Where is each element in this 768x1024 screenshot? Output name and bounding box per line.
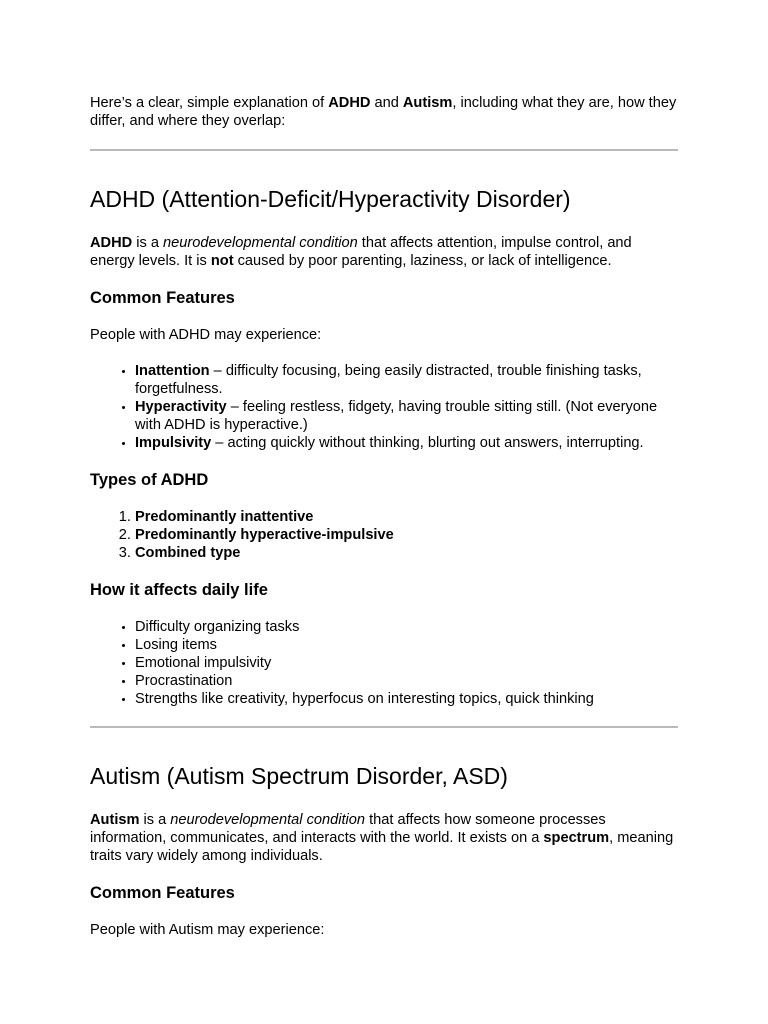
autism-def-bold: Autism: [90, 812, 140, 828]
autism-title: Autism (Autism Spectrum Disorder, ASD): [90, 763, 508, 789]
adhd-def-text: is a: [132, 235, 163, 251]
list-item: [135, 434, 678, 452]
autism-def-italic: neurodevelopmental condition: [170, 812, 366, 828]
adhd-types-heading: Types of ADHD: [90, 471, 209, 489]
section-divider: [90, 726, 678, 728]
autism-def-spectrum-bold: spectrum: [543, 830, 610, 846]
adhd-daily-list: [90, 618, 678, 708]
section-divider: [90, 149, 678, 151]
intro-autism-bold: Autism: [402, 95, 453, 111]
list-item: • Emotional impulsivity: [135, 654, 678, 672]
adhd-features-intro: People with ADHD may experience:: [90, 327, 322, 343]
list-item: 1. Predominantly inattentive: [135, 508, 678, 526]
feature-term: Hyperactivity: [135, 399, 227, 415]
adhd-features-heading: Common Features: [90, 289, 235, 307]
adhd-def-not-bold: not: [210, 253, 234, 269]
list-item: 3. Combined type: [135, 544, 678, 562]
intro-adhd-bold: ADHD: [328, 95, 371, 111]
autism-def-text: , meaning traits vary widely among individuals.: [90, 830, 674, 864]
feature-term: Impulsivity: [135, 435, 212, 451]
adhd-def-bold: ADHD: [90, 235, 133, 251]
autism-def-text: is a: [139, 812, 171, 828]
feature-desc: – feeling restless, fidgety, having trouble sitting still. (Not everyone with ADHD is hyperactive.): [135, 399, 658, 433]
adhd-def-italic: neurodevelopmental condition: [163, 235, 358, 251]
list-item: 2. Predominantly hyperactive-impulsive: [135, 526, 678, 544]
feature-desc: – acting quickly without thinking, blurting out answers, interrupting.: [211, 435, 644, 451]
list-item: [135, 398, 678, 434]
intro-paragraph: [90, 94, 678, 130]
adhd-types-list: [90, 508, 678, 562]
autism-features-heading: Common Features: [90, 884, 235, 902]
list-item: [135, 362, 678, 398]
intro-text: and: [370, 95, 403, 111]
list-item: • Losing items: [135, 636, 678, 654]
list-item: • Procrastination: [135, 672, 678, 690]
list-item: • Difficulty organizing tasks: [135, 618, 678, 636]
adhd-def-text: caused by poor parenting, laziness, or lack of intelligence.: [233, 253, 612, 269]
list-item: • Strengths like creativity, hyperfocus on interesting topics, quick thinking: [135, 690, 678, 708]
autism-def-text: that affects how someone processes information, communicates, and interacts with the world. It exists on a: [90, 812, 606, 846]
feature-term: Inattention: [135, 363, 210, 379]
adhd-definition: [90, 234, 678, 270]
feature-desc: – difficulty focusing, being easily distracted, trouble finishing tasks, forgetfulness.: [135, 363, 642, 397]
autism-features-intro: People with Autism may experience:: [90, 922, 325, 938]
adhd-features-list: [90, 362, 678, 452]
adhd-def-text: that affects attention, impulse control, and energy levels. It is: [90, 235, 632, 269]
autism-definition: [90, 811, 678, 865]
intro-text: Here’s a clear, simple explanation of: [90, 95, 329, 111]
adhd-title: ADHD (Attention-Deficit/Hyperactivity Disorder): [90, 186, 571, 212]
intro-text: , including what they are, how they differ, and where they overlap:: [90, 95, 677, 129]
adhd-daily-heading: How it affects daily life: [90, 581, 268, 599]
